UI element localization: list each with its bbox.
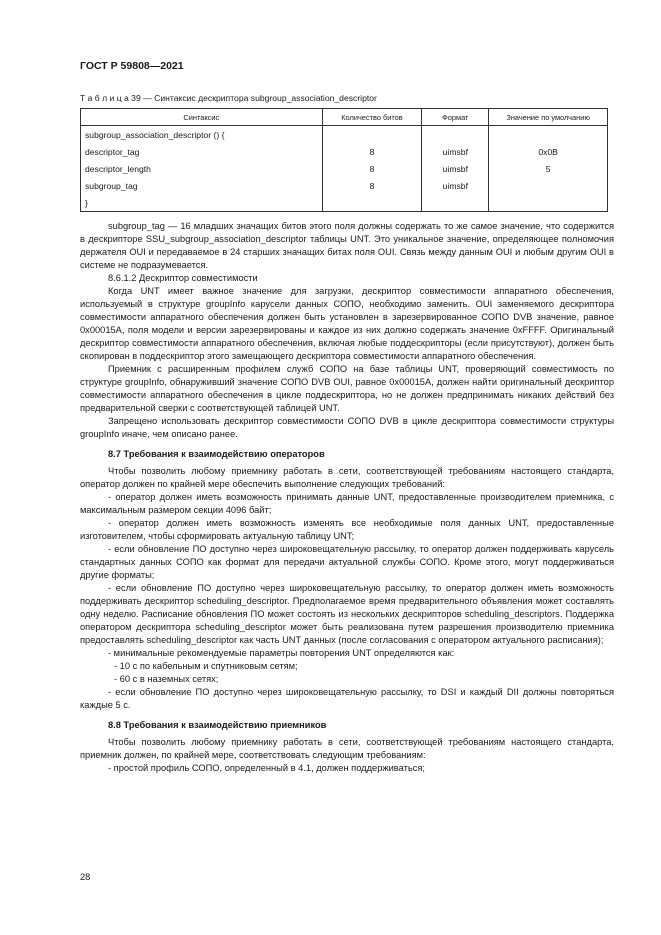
document-body	[80, 220, 614, 775]
syntax-cell: subgroup_tag	[81, 177, 323, 194]
syntax-cell: descriptor_length	[81, 160, 323, 177]
paragraph: Приемник с расширенным профилем служб СОПО на базе таблицы UNT, проверяющий совместимость по структуре groupInfo, обнаруживший значение СОПО DVB OUI, равное 0x00015A, должен найти оригинальный дескриптор совместимости аппаратного обеспечения в цикле поддескриптора, но не должен предпринимать никаких действий без предварительной сверки с соответствующей таблицей UNT.	[80, 364, 614, 413]
format-cell: uimsbf	[422, 143, 489, 160]
syntax-table	[80, 108, 608, 212]
list-item: - простой профиль СОПО, определенный в 4.1, должен поддерживаться;	[108, 763, 425, 773]
bits-cell: 8	[322, 160, 422, 177]
paragraph-subgroup-tag: subgroup_tag — 16 младших значащих битов этого поля должны содержать то же самое значение, что содержится в дескрипторе SSU_subgroup_association_descriptor таблицы UNT. Это уникальное значение, определяющее полномочия держателя OUI и передаваемое в 24 старших значащих битах поля OUI. Связь между данным OUI и любым другим OUI в системе не подразумевается.	[80, 221, 614, 270]
list-item: - оператор должен иметь возможность изменять все необходимые поля данных UNT, предоставленные изготовителем, чтобы сформировать актуальную таблицу UNT;	[80, 518, 614, 541]
default-cell: 5	[489, 160, 608, 177]
paragraph: Запрещено использовать дескриптор совместимости СОПО DVB в цикле дескриптора совместимости структуры groupInfo иначе, чем описано ранее.	[80, 416, 614, 439]
list-item: - если обновление ПО доступно через широковещательную рассылку, то оператор должен поддерживать карусель стандартных данных СОПО как формат для передачи актуальной службы СОПО. Кроме этого, могут поддерживаться другие форматы;	[80, 544, 614, 580]
list-subitem: - 10 с по кабельным и спутниковым сетям;	[114, 661, 298, 671]
table-row	[81, 143, 608, 160]
table-row	[81, 160, 608, 177]
table-row	[81, 177, 608, 194]
format-cell: uimsbf	[422, 160, 489, 177]
table-row	[81, 126, 608, 144]
bits-cell	[322, 126, 422, 144]
column-header-default: Значение по умолчанию	[489, 109, 608, 126]
table-header-row	[81, 109, 608, 126]
bits-cell	[322, 194, 422, 212]
column-header-bits: Количество битов	[322, 109, 422, 126]
section-heading-8-8: 8.8 Требования к взаимодействию приемников	[108, 720, 327, 730]
default-cell: 0x0B	[489, 143, 608, 160]
default-cell	[489, 177, 608, 194]
default-cell	[489, 126, 608, 144]
list-item: - оператор должен иметь возможность принимать данные UNT, предоставленные производителем приемника, с максимальным размером секции 4096 байт;	[80, 492, 614, 515]
format-cell	[422, 126, 489, 144]
paragraph: Чтобы позволить любому приемнику работать в сети, соответствующей требованиям настоящего стандарта, оператор должен по крайней мере обеспечить выполнение следующих требований:	[80, 466, 614, 489]
caption-text: 39 — Синтаксис дескриптора subgroup_association_descriptor	[128, 93, 377, 103]
document-header: ГОСТ Р 59808—2021	[80, 60, 184, 72]
list-item: - если обновление ПО доступно через широковещательную рассылку, то оператор должен иметь возможность поддерживать дескриптор scheduling_descriptor. Предполагаемое время предварительного объявления может составлять одну неделю. Расписание обновления ПО может состоять из нескольких дескрипторов scheduling_descriptors. Поддержка оператором дескриптора scheduling_descriptor может быть реализована путем разрешения производителю приемника предоставлять scheduling_descriptor как часть UNT данных (после согласования с оператором актуального расписания);	[80, 583, 614, 645]
syntax-cell: }	[81, 194, 323, 212]
page-number: 28	[80, 872, 91, 882]
column-header-syntax: Синтаксис	[81, 109, 323, 126]
default-cell	[489, 194, 608, 212]
paragraph: Когда UNT имеет важное значение для загрузки, дескриптор совместимости аппаратного обеспечения, используемый в структуре groupInfo карусели данных СОПО, необходимо заменить. OUI заменяемого дескриптора совместимости аппаратного обеспечения должен быть установлен в зарезервированное СОПО DVB значение, равное 0x00015A, поля модели и версии зарезервированы и каждое из них должно содержать значение 0xFFFF. Оригинальный дескриптор совместимости аппаратного обеспечения, включая любые поддескрипторы (если присутствуют), должен быть скопирован в поддескриптор этого замещающего дескриптора совместимости аппаратного обеспечения.	[80, 286, 614, 361]
subsection-title-8612: 8.6.1.2 Дескриптор совместимости	[108, 273, 258, 283]
bits-cell: 8	[322, 177, 422, 194]
column-header-format: Формат	[422, 109, 489, 126]
bits-cell: 8	[322, 143, 422, 160]
list-item: - если обновление ПО доступно через широковещательную рассылку, то DSI и каждый DII должны повторяться каждые 5 с.	[80, 687, 614, 710]
format-cell	[422, 194, 489, 212]
syntax-cell: subgroup_association_descriptor () {	[81, 126, 323, 144]
list-subitem: - 60 с в наземных сетях;	[114, 674, 219, 684]
format-cell: uimsbf	[422, 177, 489, 194]
paragraph: Чтобы позволить любому приемнику работать в сети, соответствующей требованиям настоящего стандарта, приемник должен, по крайней мере, соответствовать следующим требованиям:	[80, 737, 614, 760]
syntax-cell: descriptor_tag	[81, 143, 323, 160]
caption-prefix: Т а б л и ц а	[80, 93, 129, 103]
list-item: - минимальные рекомендуемые параметры повторения UNT определяются как:	[108, 648, 455, 658]
table-row	[81, 194, 608, 212]
table-caption	[80, 93, 377, 103]
section-heading-8-7: 8.7 Требования к взаимодействию операторов	[108, 449, 325, 459]
